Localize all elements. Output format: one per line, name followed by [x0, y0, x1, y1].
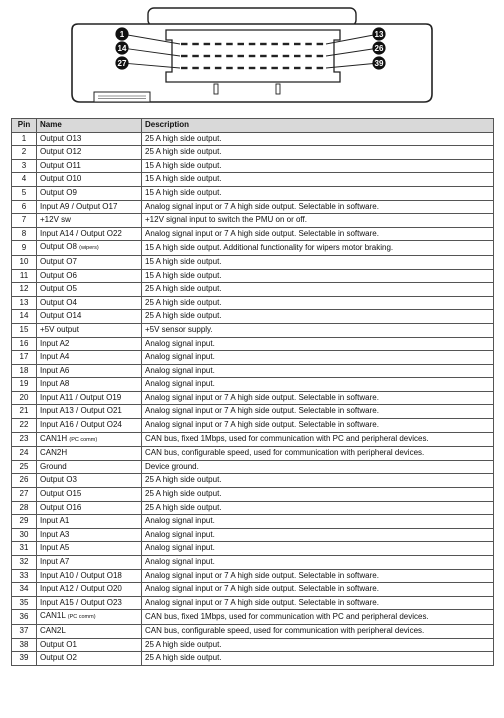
pin-slot — [204, 55, 211, 57]
table-row — [12, 391, 494, 405]
pin-number: 37 — [12, 624, 37, 638]
pin-description: 25 A high side output. — [142, 652, 494, 666]
pin-number: 5 — [12, 186, 37, 200]
pin-description: 25 A high side output. — [142, 146, 494, 160]
pin-name-text: Output O16 — [40, 502, 82, 512]
pin-number: 31 — [12, 542, 37, 556]
pin-slot — [317, 43, 324, 45]
pin-number: 38 — [12, 638, 37, 652]
pin-name-text: Output O13 — [40, 133, 82, 143]
pin-name-text: Input A15 / Output O23 — [40, 597, 122, 607]
pin-name — [37, 159, 142, 173]
pin-name — [37, 583, 142, 597]
pin-number: 33 — [12, 569, 37, 583]
table-row — [12, 186, 494, 200]
table-row — [12, 269, 494, 283]
pin-description: Analog signal input. — [142, 351, 494, 365]
pin-slot — [226, 43, 233, 45]
pin-number: 32 — [12, 556, 37, 570]
pin-slot — [238, 43, 245, 45]
pin-callout-label: 26 — [374, 43, 384, 53]
table-row — [12, 447, 494, 461]
pin-slot — [260, 67, 267, 69]
pin-number: 34 — [12, 583, 37, 597]
table-row — [12, 214, 494, 228]
table-row — [12, 173, 494, 187]
pin-number: 8 — [12, 227, 37, 241]
pin-name — [37, 556, 142, 570]
pin-name-text: Output O4 — [40, 297, 77, 307]
pin-description: CAN bus, configurable speed, used for communication with peripheral devices. — [142, 624, 494, 638]
table-row — [12, 296, 494, 310]
pin-description: Analog signal input or 7 A high side output. Selectable in software. — [142, 569, 494, 583]
pin-slot — [305, 55, 312, 57]
pin-name-text: Input A6 — [40, 365, 70, 375]
pin-name-text: Output O8 — [40, 242, 77, 252]
pin-number: 20 — [12, 391, 37, 405]
pin-name-text: Input A14 / Output O22 — [40, 228, 122, 238]
pin-number: 25 — [12, 460, 37, 474]
pin-description: 25 A high side output. — [142, 488, 494, 502]
pin-name — [37, 569, 142, 583]
pin-name-text: Input A5 — [40, 543, 70, 553]
pin-slot — [249, 67, 256, 69]
pin-name — [37, 323, 142, 337]
pin-name — [37, 474, 142, 488]
table-row — [12, 474, 494, 488]
pin-name — [37, 310, 142, 324]
pin-slot — [192, 55, 199, 57]
pin-number: 16 — [12, 337, 37, 351]
pin-number: 4 — [12, 173, 37, 187]
pin-number: 23 — [12, 432, 37, 447]
table-row — [12, 132, 494, 146]
pin-number: 36 — [12, 610, 37, 625]
pin-description: 15 A high side output. — [142, 269, 494, 283]
table-row — [12, 241, 494, 256]
pin-name — [37, 391, 142, 405]
pin-slot — [192, 67, 199, 69]
pin-number: 15 — [12, 323, 37, 337]
pin-description: Analog signal input. — [142, 364, 494, 378]
pin-slot — [271, 43, 278, 45]
pin-description: CAN bus, fixed 1Mbps, used for communication with PC and peripheral devices. — [142, 432, 494, 447]
table-row — [12, 432, 494, 447]
pin-name — [37, 542, 142, 556]
pin-callout-label: 14 — [117, 43, 127, 53]
header-pin: Pin — [12, 119, 37, 133]
pin-name — [37, 200, 142, 214]
pin-slot — [283, 55, 290, 57]
pin-name — [37, 146, 142, 160]
table-row — [12, 569, 494, 583]
pin-name-text: Input A16 / Output O24 — [40, 420, 122, 430]
pin-name — [37, 186, 142, 200]
pin-name — [37, 447, 142, 461]
pin-name — [37, 296, 142, 310]
pin-name-text: Input A2 — [40, 338, 70, 348]
pin-description: 25 A high side output. — [142, 283, 494, 297]
pin-name — [37, 173, 142, 187]
pin-name — [37, 132, 142, 146]
pin-description: 25 A high side output. — [142, 310, 494, 324]
table-row — [12, 419, 494, 433]
pin-name — [37, 528, 142, 542]
table-row — [12, 488, 494, 502]
pin-description: 25 A high side output. — [142, 296, 494, 310]
pin-description: Analog signal input. — [142, 528, 494, 542]
table-row — [12, 200, 494, 214]
pin-name-text: Output O7 — [40, 256, 77, 266]
pin-number: 22 — [12, 419, 37, 433]
pin-name-text: CAN2H — [40, 448, 68, 458]
pin-slot — [181, 67, 188, 69]
pin-name-text: Output O5 — [40, 284, 77, 294]
table-row — [12, 556, 494, 570]
pin-name-text: Input A4 — [40, 352, 70, 362]
pin-name — [37, 269, 142, 283]
table-row — [12, 460, 494, 474]
pin-description: 25 A high side output. — [142, 474, 494, 488]
table-row — [12, 652, 494, 666]
pin-description: Analog signal input. — [142, 515, 494, 529]
pin-slot — [226, 55, 233, 57]
pin-name — [37, 515, 142, 529]
pin-slot — [294, 43, 301, 45]
pin-name — [37, 227, 142, 241]
pin-name-text: +12V sw — [40, 215, 71, 225]
connector-diagram — [0, 0, 504, 112]
table-row — [12, 227, 494, 241]
pin-slot — [181, 43, 188, 45]
pin-name — [37, 488, 142, 502]
table-row — [12, 501, 494, 515]
pin-name-text: Output O2 — [40, 653, 77, 663]
pin-name-text: CAN2L — [40, 625, 66, 635]
pin-name — [37, 652, 142, 666]
table-row — [12, 610, 494, 625]
pin-name — [37, 337, 142, 351]
pin-description: +5V sensor supply. — [142, 323, 494, 337]
pin-number: 27 — [12, 488, 37, 502]
pin-description: 15 A high side output. — [142, 186, 494, 200]
pin-slot — [238, 55, 245, 57]
pin-description: +12V signal input to switch the PMU on or off. — [142, 214, 494, 228]
pin-description: 25 A high side output. — [142, 132, 494, 146]
table-row — [12, 405, 494, 419]
table-header-row — [12, 119, 494, 133]
pin-number: 28 — [12, 501, 37, 515]
pin-number: 26 — [12, 474, 37, 488]
pin-description: Analog signal input. — [142, 542, 494, 556]
pin-slot — [283, 43, 290, 45]
connector-bottom-tab — [94, 92, 150, 102]
table-row — [12, 515, 494, 529]
pin-name — [37, 214, 142, 228]
pin-slot — [249, 55, 256, 57]
pinout-table — [11, 118, 494, 666]
pin-number: 7 — [12, 214, 37, 228]
pin-number: 39 — [12, 652, 37, 666]
pin-name-text: Output O12 — [40, 147, 82, 157]
pin-description: 15 A high side output. — [142, 159, 494, 173]
pin-slot — [317, 55, 324, 57]
pin-name-text: Input A7 — [40, 557, 70, 566]
pin-name-text: Input A12 / Output O20 — [40, 584, 122, 594]
pin-slot — [238, 67, 245, 69]
pin-number: 9 — [12, 241, 37, 256]
pin-slot — [271, 67, 278, 69]
pin-name — [37, 501, 142, 515]
pin-number: 24 — [12, 447, 37, 461]
pin-name-text: +5V output — [40, 324, 79, 334]
pin-name — [37, 241, 142, 256]
pin-description: Analog signal input or 7 A high side output. Selectable in software. — [142, 419, 494, 433]
connector-latch-right — [276, 84, 280, 94]
pin-name — [37, 419, 142, 433]
table-row — [12, 146, 494, 160]
pin-slot — [283, 67, 290, 69]
pin-number: 17 — [12, 351, 37, 365]
pin-callout-label: 1 — [119, 29, 125, 39]
pin-description: Analog signal input or 7 A high side output. Selectable in software. — [142, 583, 494, 597]
table-row — [12, 323, 494, 337]
pin-slot — [294, 67, 301, 69]
pin-slot — [192, 43, 199, 45]
pin-description: Analog signal input or 7 A high side output. Selectable in software. — [142, 391, 494, 405]
table-row — [12, 624, 494, 638]
pin-description: Analog signal input or 7 A high side output. Selectable in software. — [142, 405, 494, 419]
pin-slot — [260, 43, 267, 45]
header-description: Description — [142, 119, 494, 133]
pin-number: 18 — [12, 364, 37, 378]
table-row — [12, 255, 494, 269]
pin-number: 19 — [12, 378, 37, 392]
pin-name — [37, 378, 142, 392]
pin-slot — [204, 43, 211, 45]
pin-description: CAN bus, configurable speed, used for communication with peripheral devices. — [142, 447, 494, 461]
pin-name-text: CAN1H — [40, 433, 68, 443]
pin-name-text: Input A8 — [40, 379, 70, 389]
pin-name-text: Output O6 — [40, 270, 77, 280]
pin-number: 35 — [12, 596, 37, 610]
pin-slot — [226, 67, 233, 69]
pin-name — [37, 624, 142, 638]
pin-name-text: Input A11 / Output O19 — [40, 392, 122, 402]
pin-slot — [181, 55, 188, 57]
pin-slot — [249, 43, 256, 45]
pin-number: 2 — [12, 146, 37, 160]
pin-name-text: Input A3 — [40, 529, 70, 539]
pin-number: 3 — [12, 159, 37, 173]
pin-description: 25 A high side output. — [142, 638, 494, 652]
pin-name — [37, 283, 142, 297]
pin-slot — [215, 43, 222, 45]
pin-name — [37, 610, 142, 625]
pin-description: Analog signal input. — [142, 378, 494, 392]
table-row — [12, 310, 494, 324]
pin-number: 11 — [12, 269, 37, 283]
pin-callout-label: 13 — [374, 29, 384, 39]
pin-callout-label: 27 — [117, 58, 127, 68]
pin-name — [37, 351, 142, 365]
pin-slot — [305, 43, 312, 45]
table-row — [12, 283, 494, 297]
pin-name-note: (wipers) — [79, 245, 99, 252]
table-row — [12, 159, 494, 173]
pin-name-text: Input A13 / Output O21 — [40, 406, 122, 416]
pin-name-note: (PC comm) — [69, 436, 98, 443]
table-row — [12, 364, 494, 378]
pin-description: Analog signal input or 7 A high side output. Selectable in software. — [142, 596, 494, 610]
table-row — [12, 337, 494, 351]
pin-name — [37, 255, 142, 269]
table-row — [12, 528, 494, 542]
pin-description: 25 A high side output. — [142, 501, 494, 515]
pin-slot — [260, 55, 267, 57]
pin-name-text: Output O9 — [40, 187, 77, 197]
pin-slot — [294, 55, 301, 57]
pin-slot — [317, 67, 324, 69]
pin-name-text: Ground — [40, 461, 67, 471]
pin-description: Analog signal input or 7 A high side output. Selectable in software. — [142, 200, 494, 214]
table-row — [12, 351, 494, 365]
pin-description: Analog signal input. — [142, 337, 494, 351]
connector-latch-left — [214, 84, 218, 94]
pin-number: 30 — [12, 528, 37, 542]
table-row — [12, 378, 494, 392]
pin-name-text: Output O1 — [40, 639, 77, 649]
pin-name — [37, 596, 142, 610]
pin-callout-label: 39 — [374, 58, 384, 68]
pin-name-text: Input A1 — [40, 516, 70, 526]
pin-number: 14 — [12, 310, 37, 324]
pin-name-text: Input A10 / Output O18 — [40, 570, 122, 580]
pin-name-text: CAN1L — [40, 611, 66, 621]
pin-number: 29 — [12, 515, 37, 529]
pin-number: 21 — [12, 405, 37, 419]
pin-slot — [215, 67, 222, 69]
pin-slot — [305, 67, 312, 69]
pin-name-note: (PC comm) — [67, 614, 96, 621]
pin-description: 15 A high side output. — [142, 173, 494, 187]
pin-name — [37, 638, 142, 652]
pin-description: 15 A high side output. Additional functionality for wipers motor braking. — [142, 241, 494, 256]
pin-name-text: Input A9 / Output O17 — [40, 201, 118, 211]
pin-name-text: Output O10 — [40, 174, 82, 184]
table-row — [12, 596, 494, 610]
pin-number: 12 — [12, 283, 37, 297]
pin-name-text: Output O11 — [40, 160, 81, 170]
pin-number: 10 — [12, 255, 37, 269]
pin-slot — [204, 67, 211, 69]
pin-number: 1 — [12, 132, 37, 146]
pin-number: 6 — [12, 200, 37, 214]
pin-name-text: Output O3 — [40, 475, 77, 485]
pin-name-text: Output O15 — [40, 489, 82, 499]
pin-description: CAN bus, fixed 1Mbps, used for communication with PC and peripheral devices. — [142, 610, 494, 625]
pin-description: Analog signal input. — [142, 556, 494, 570]
table-row — [12, 583, 494, 597]
pin-description: 15 A high side output. — [142, 255, 494, 269]
pin-slot — [215, 55, 222, 57]
pin-name-text: Output O14 — [40, 311, 82, 321]
pin-description: Analog signal input or 7 A high side output. Selectable in software. — [142, 227, 494, 241]
pin-name — [37, 460, 142, 474]
pin-slot — [271, 55, 278, 57]
table-row — [12, 542, 494, 556]
pin-name — [37, 364, 142, 378]
pin-number: 13 — [12, 296, 37, 310]
header-name: Name — [37, 119, 142, 133]
pin-name — [37, 432, 142, 447]
pin-description: Device ground. — [142, 460, 494, 474]
pin-name — [37, 405, 142, 419]
table-row — [12, 638, 494, 652]
